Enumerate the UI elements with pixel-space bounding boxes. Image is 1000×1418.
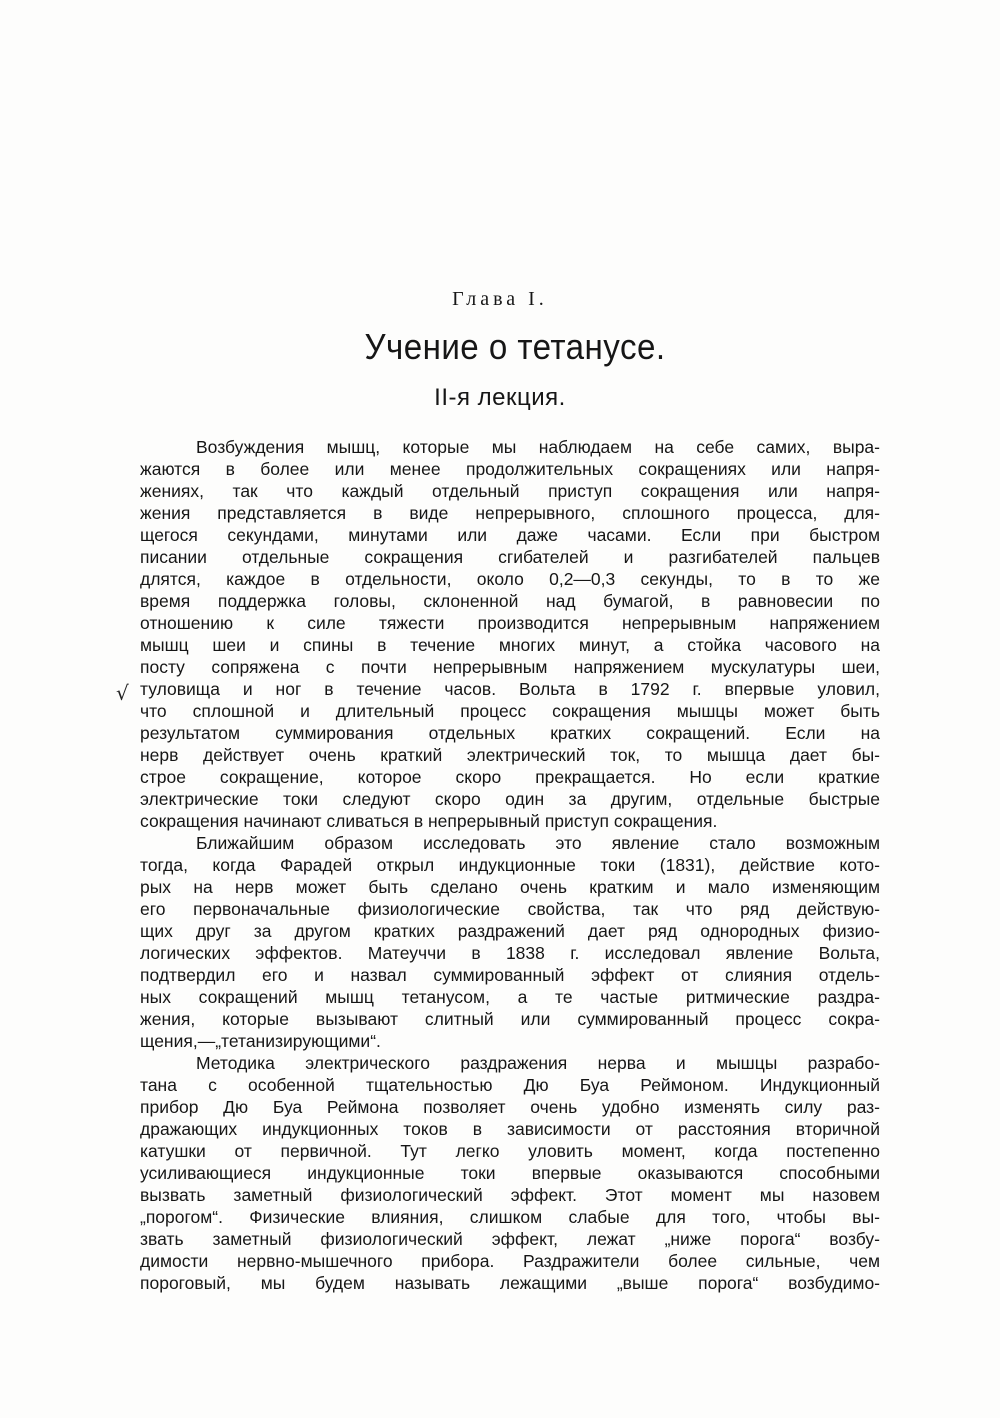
- text-line: Возбуждения мышц, которые мы наблюдаем на себе самих, выра-: [196, 437, 880, 457]
- text-line: результатом суммирования отдельных кратких сокращений. Если на: [140, 723, 880, 743]
- text-line: катушки от первичной. Тут легко уловить момент, когда постепенно: [140, 1141, 880, 1161]
- text-line: длятся, каждое в отдельности, около 0,2—0,3 секунды, то в то же: [140, 569, 880, 589]
- lecture-title: II-я лекция.: [434, 384, 566, 411]
- text-line: строе сокращение, которое скоро прекращается. Но если краткие: [140, 767, 880, 787]
- text-line: щих друг за другом кратких раздражений дает ряд однородных физио-: [140, 921, 880, 941]
- text-line: его первоначальные физиологические свойства, так что ряд действую-: [140, 899, 880, 919]
- text-line: усиливающиеся индукционные токи впервые оказываются способными: [140, 1163, 880, 1183]
- body-text: [140, 436, 880, 1294]
- text-line: „порогом“. Физические влияния, слишком слабые для того, чтобы вы-: [140, 1207, 880, 1227]
- text-line: щения,—„тетанизирующими“.: [140, 1031, 381, 1051]
- text-line: Методика электрического раздражения нерва и мышцы разрабо-: [196, 1053, 880, 1073]
- text-line: жаются в более или менее продолжительных сокращениях или напря-: [140, 459, 880, 479]
- text-line: прибор Дю Буа Реймона позволяет очень удобно изменять силу раз-: [140, 1097, 880, 1117]
- text-line: тогда, когда Фарадей открыл индукционные токи (1831), действие кото-: [140, 855, 880, 875]
- text-line: жения представляется в виде непрерывного, сплошного процесса, для-: [140, 503, 880, 523]
- text-line: димости нервно-мышечного прибора. Раздражители более сильные, чем: [140, 1251, 880, 1271]
- chapter-title: Учение о тетанусе.: [364, 326, 666, 367]
- text-line: время поддержка головы, склоненной над бумагой, в равновесии по: [140, 591, 880, 611]
- text-line: посту сопряжена с почти непрерывным напряжением мускулатуры шеи,: [140, 657, 880, 677]
- text-line: вызвать заметный физиологический эффект. Этот момент мы назовем: [140, 1185, 880, 1205]
- text-line: мышц шеи и спины в течение многих минут, а стойка часового на: [140, 635, 880, 655]
- text-line: что сплошной и длительный процесс сокращения мышцы может быть: [140, 701, 880, 721]
- text-line: туловища и ног в течение часов. Вольта в 1792 г. впервые уловил,: [140, 679, 880, 699]
- text-line: звать заметный физиологический эффект, лежат „ниже порога“ возбу-: [140, 1229, 880, 1249]
- text-line: писании отдельные сокращения сгибателей и разгибателей пальцев: [140, 547, 880, 567]
- text-line: жениях, так что каждый отдельный приступ сокращения или напря-: [140, 481, 880, 501]
- text-line: тана с особенной тщательностью Дю Буа Реймоном. Индукционный: [140, 1075, 880, 1095]
- text-line: логических эффектов. Матеуччи в 1838 г. исследовал явление Вольта,: [140, 943, 880, 963]
- chapter-label: Глава I.: [452, 288, 548, 310]
- text-line: рых на нерв может быть сделано очень кратким и мало изменяющим: [140, 877, 880, 897]
- text-line: щегося секундами, минутами или даже часами. Если при быстром: [140, 525, 880, 545]
- text-line: пороговый, мы будем называть лежащими „выше порога“ возбудимо-: [140, 1273, 880, 1293]
- text-line: дражающих индукционных токов в зависимости от расстояния вторичной: [140, 1119, 880, 1139]
- text-line: электрические токи следуют скоро один за другим, отдельные быстрые: [140, 789, 880, 809]
- text-line: Ближайшим образом исследовать это явление стало возможным: [196, 833, 880, 853]
- text-line: ных сокращений мышц тетанусом, а те частые ритмические раздра-: [140, 987, 880, 1007]
- text-line: отношению к силе тяжести производится непрерывным напряжением: [140, 613, 880, 633]
- text-line: подтвердил его и назвал суммированный эффект от слияния отдель-: [140, 965, 880, 985]
- text-line: жения, которые вызывают слитный или суммированный процесс сокра-: [140, 1009, 880, 1029]
- text-line: нерв действует очень краткий электрический ток, то мышца дает бы-: [140, 745, 880, 765]
- margin-check-mark: √: [116, 681, 129, 705]
- text-line: сокращения начинают сливаться в непрерывный приступ сокращения.: [140, 811, 718, 831]
